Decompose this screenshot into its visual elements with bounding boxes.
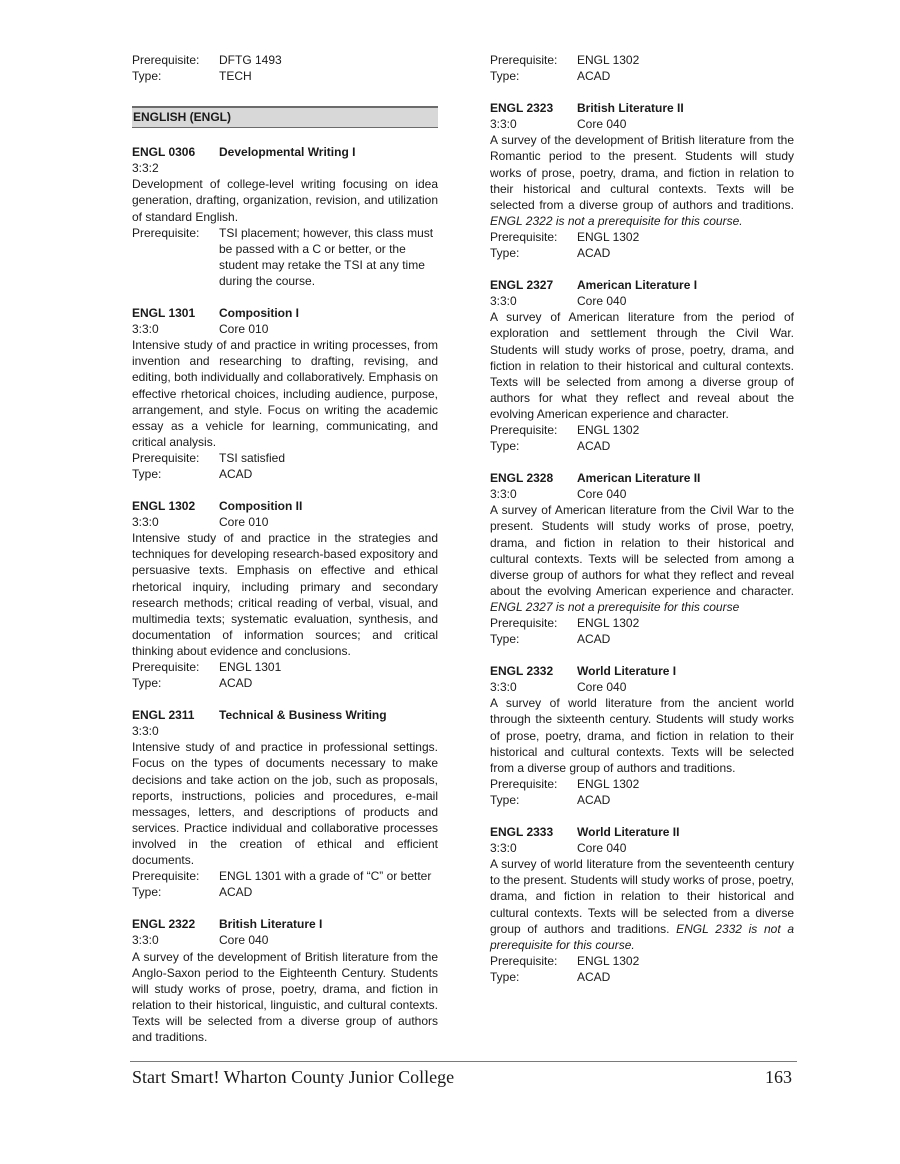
description-note: ENGL 2327 is not a prerequisite for this course (490, 599, 740, 614)
prerequisite-row (490, 229, 794, 245)
prerequisite-label: Prerequisite: (490, 422, 558, 437)
prerequisite-row (490, 953, 794, 969)
course-code: ENGL 2328 (490, 471, 554, 486)
section-header-english: ENGLISH (ENGL) (132, 106, 438, 128)
core-code: Core 040 (577, 680, 627, 695)
prerequisite-label: Prerequisite: (132, 450, 200, 465)
course-hours-row (132, 723, 438, 739)
right-course-list (490, 100, 794, 985)
course-heading (490, 277, 794, 293)
description-text: A survey of world literature from the ancient world through the sixteenth century. Students will study works of prose, poetry, drama, and fiction in relation to their historical and cultural contexts. Texts will be selected from a diverse group of authors and traditions. (490, 696, 794, 775)
course-hours-row (132, 160, 438, 176)
prerequisite-label: Prerequisite: (132, 225, 200, 240)
prerequisite-label: Prerequisite: (132, 869, 200, 884)
prerequisite-row (132, 659, 438, 675)
course-title: World Literature II (577, 825, 680, 840)
course-heading (490, 100, 794, 116)
course-heading (132, 707, 438, 723)
prerequisite-label: Prerequisite: (490, 616, 558, 630)
description-text: A survey of world literature from the seventeenth century to the present. Students will study works of prose, poetry, drama, and fiction in relation to their historical and cultural contexts. Texts will be selected from a diverse group of authors and traditions. (490, 857, 794, 936)
prerequisite-value: TSI satisfied (219, 450, 286, 465)
course-code: ENGL 2311 (132, 708, 195, 723)
course-hours: 3:3:0 (132, 322, 159, 337)
course-description (132, 176, 438, 224)
course-heading (132, 498, 438, 514)
course-title: British Literature I (219, 917, 323, 932)
type-value: ACAD (577, 792, 611, 807)
course-code: ENGL 2322 (132, 917, 196, 932)
course-title: Developmental Writing I (219, 145, 356, 160)
prerequisite-row (132, 450, 438, 466)
course-hours-row (132, 932, 438, 948)
footer-rule (130, 1061, 797, 1062)
course-entry (132, 144, 438, 289)
course-title: British Literature II (577, 101, 684, 116)
course-description (490, 695, 794, 775)
course-description (490, 132, 794, 229)
prerequisite-value: ENGL 1302 (577, 776, 640, 791)
description-note: ENGL 2322 is not a prerequisite for this course. (490, 213, 743, 228)
course-hours: 3:3:2 (132, 161, 159, 176)
description-text: A survey of American literature from the period of exploration and settlement through the Civil War. Students will study works of prose, poetry, drama, and fiction in relation to their historical and cultural contexts. Texts will be selected from among a diverse group of authors for what they reflect and reveal about the evolving American experience and character. (490, 310, 794, 421)
course-hours-row (490, 293, 794, 309)
course-heading (490, 470, 794, 486)
description-text: Intensive study of and practice in professional settings. Focus on the types of documents necessary to make decisions and take action on the job, such as proposals, reports, instructions, policies and procedures, e-mail messages, letters, and descriptions of products and services. Practice individual and collaborative processes involved in the creation of ethical and efficient documents. (132, 740, 438, 868)
type-label: Type: (490, 792, 520, 807)
course-hours-row (132, 321, 438, 337)
left-course-list (132, 144, 438, 1045)
left-column (132, 52, 438, 1061)
carryover-type (490, 68, 794, 84)
type-value: ACAD (577, 439, 611, 454)
prerequisite-value: ENGL 1302 (577, 616, 640, 630)
course-heading (490, 824, 794, 840)
course-entry (490, 470, 794, 647)
footer-title: Start Smart! Wharton County Junior College (132, 1067, 455, 1087)
prerequisite-label: Prerequisite: (490, 953, 558, 968)
type-row (132, 884, 438, 900)
description-text: Intensive study of and practice in writing processes, from invention and researching to drafting, revising, and editing, both individually and collaboratively. Emphasis on effective rhetorical choices, including audience, purpose, arrangement, and style. Focus on writing the academic essay as a vehicle for learning, communicating, and critical analysis. (132, 338, 438, 449)
course-heading (490, 663, 794, 679)
course-hours: 3:3:0 (490, 294, 517, 309)
type-row (132, 675, 438, 691)
prerequisite-value: ENGL 1302 (577, 229, 640, 244)
course-entry (132, 916, 438, 1045)
course-title: Technical & Business Writing (219, 708, 387, 723)
carryover-prerequisite (132, 52, 438, 68)
core-code: Core 010 (219, 322, 269, 337)
prerequisite-value: DFTG 1493 (219, 53, 282, 67)
type-row (132, 466, 438, 482)
core-code: Core 040 (577, 117, 627, 132)
prerequisite-label: Prerequisite: (132, 660, 200, 674)
prerequisite-value: ENGL 1301 with a grade of “C” or better (219, 869, 432, 884)
type-label: Type: (132, 676, 162, 691)
type-value: ACAD (219, 466, 253, 481)
type-label: Type: (490, 69, 520, 84)
type-label: Type: (132, 69, 162, 84)
course-entry (132, 305, 438, 482)
type-row (490, 245, 794, 261)
course-entry (490, 277, 794, 454)
course-hours-row (490, 486, 794, 502)
type-value: ACAD (577, 969, 611, 984)
prerequisite-value: ENGL 1302 (577, 53, 640, 67)
course-hours: 3:3:0 (490, 117, 517, 132)
course-entry (490, 663, 794, 808)
course-hours-row (132, 514, 438, 530)
description-text: A survey of the development of British literature from the Romantic period to the present. Students will study works of prose, poetry, drama, and fiction in relation to their historical and cultural contexts. Texts will be selected from a diverse group of authors and traditions. (490, 133, 794, 212)
prerequisite-value: TSI placement; however, this class must be passed with a C or better, or the student may retake the TSI at any time during the course. (219, 225, 434, 288)
type-label: Type: (132, 466, 162, 481)
course-heading (132, 144, 438, 160)
course-entry (490, 824, 794, 985)
course-hours: 3:3:0 (490, 487, 517, 502)
type-value: ACAD (577, 632, 611, 647)
prerequisite-label: Prerequisite: (490, 229, 558, 244)
prerequisite-row (132, 868, 438, 884)
prerequisite-row (490, 615, 794, 631)
course-heading (132, 916, 438, 932)
type-label: Type: (490, 246, 520, 261)
course-code: ENGL 2332 (490, 664, 554, 679)
carryover-type (132, 68, 438, 84)
course-hours-row (490, 840, 794, 856)
course-entry (132, 707, 438, 900)
core-code: Core 040 (577, 841, 627, 856)
type-row (490, 969, 794, 985)
prerequisite-row (490, 422, 794, 438)
prerequisite-value: ENGL 1302 (577, 953, 640, 968)
description-text: Intensive study of and practice in the strategies and techniques for developing research-based expository and persuasive texts. Emphasis on effective and ethical rhetorical inquiry, including primary and secondary research methods; critical reading of verbal, visual, and multimedia texts; systematic evaluation, synthesis, and documentation of information sources; and critical thinking about evidence and conclusions. (132, 531, 438, 658)
prerequisite-label: Prerequisite: (490, 53, 558, 67)
course-description (132, 337, 438, 450)
course-code: ENGL 1302 (132, 499, 196, 514)
course-hours: 3:3:0 (490, 841, 517, 856)
course-code: ENGL 2327 (490, 278, 554, 293)
course-code: ENGL 1301 (132, 306, 196, 321)
course-title: Composition I (219, 306, 299, 321)
prerequisite-value: ENGL 1301 (219, 660, 282, 674)
course-description (490, 502, 794, 615)
description-text: A survey of American literature from the Civil War to the present. Students will study works of prose, poetry, drama, and fiction in relation to their historical and cultural contexts. Texts will be selected from among a diverse group of authors for what they reflect and reveal about the evolving American experience and character. (490, 503, 794, 598)
prerequisite-value: ENGL 1302 (577, 422, 640, 437)
description-text: Development of college-level writing focusing on idea generation, drafting, organization, revision, and utilization of standard English. (132, 177, 438, 224)
course-code: ENGL 0306 (132, 145, 196, 160)
core-code: Core 010 (219, 515, 269, 530)
type-label: Type: (132, 885, 162, 900)
course-entry (490, 100, 794, 261)
course-code: ENGL 2333 (490, 825, 554, 840)
type-label: Type: (490, 632, 520, 647)
course-hours: 3:3:0 (132, 724, 159, 739)
type-row (490, 438, 794, 454)
course-title: World Literature I (577, 664, 677, 679)
prerequisite-row (490, 776, 794, 792)
course-title: American Literature I (577, 278, 698, 293)
type-value: ACAD (219, 676, 253, 691)
course-description (490, 309, 794, 422)
type-value: TECH (219, 69, 252, 84)
course-heading (132, 305, 438, 321)
course-hours-row (490, 679, 794, 695)
course-entry (132, 498, 438, 691)
type-row (490, 631, 794, 647)
course-title: American Literature II (577, 471, 701, 486)
type-label: Type: (490, 969, 520, 984)
carryover-prerequisite (490, 52, 794, 68)
prerequisite-row (132, 225, 438, 289)
course-hours: 3:3:0 (132, 515, 159, 530)
type-row (490, 792, 794, 808)
description-text: A survey of the development of British literature from the Anglo-Saxon period to the Eighteenth Century. Students will study works of prose, poetry, drama, and fiction in relation to their historical, linguistic, and cultural contexts. Texts will be selected from a diverse group of authors and traditions. (132, 949, 438, 1044)
prerequisite-label: Prerequisite: (490, 776, 558, 791)
course-hours: 3:3:0 (490, 680, 517, 695)
course-description (132, 530, 438, 659)
type-value: ACAD (577, 246, 611, 261)
core-code: Core 040 (577, 487, 627, 502)
course-hours-row (490, 116, 794, 132)
course-description (132, 949, 438, 1046)
core-code: Core 040 (219, 933, 269, 948)
course-title: Composition II (219, 499, 303, 514)
course-hours: 3:3:0 (132, 933, 159, 948)
course-description (490, 856, 794, 953)
course-description (132, 739, 438, 868)
right-column (490, 52, 794, 1001)
prerequisite-label: Prerequisite: (132, 53, 200, 67)
type-value: ACAD (219, 885, 253, 900)
type-value: ACAD (577, 69, 611, 84)
description-note: ENGL 2332 is not a prerequisite for this course. (490, 921, 795, 952)
page-number: 163 (765, 1067, 792, 1087)
type-label: Type: (490, 439, 520, 454)
core-code: Core 040 (577, 294, 627, 309)
course-code: ENGL 2323 (490, 101, 554, 116)
